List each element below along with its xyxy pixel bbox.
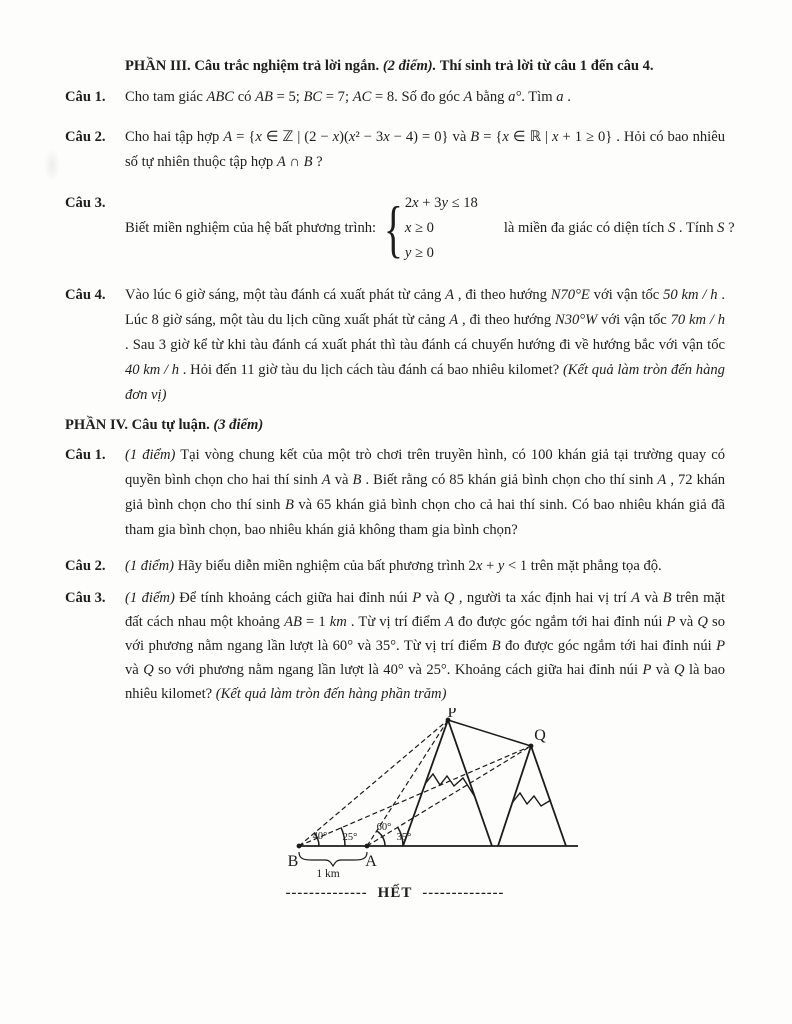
question-label: Câu 3. [65, 195, 106, 211]
part3-question-4 [65, 283, 725, 408]
part3-question-2 [65, 125, 725, 175]
label-b: B [287, 853, 299, 870]
question-body: Cho hai tập hợp A = {x ∈ ℤ | (2 − x)(x² − 3x − 4) = 0} và B = {x ∈ ℝ | x + 1 ≥ 0} . Hỏi có bao nhiêu số tự nhiên thuộc tập hợp A ∩ B ? [125, 129, 725, 170]
angle-b-p: 40° [312, 831, 328, 842]
question-label: Câu 2. [65, 558, 106, 574]
mountains-diagram [280, 708, 590, 880]
sightline-b-q [299, 746, 531, 846]
mountain-p [403, 720, 492, 846]
distance-ab-label: 1 km [316, 868, 340, 880]
system-lines [405, 191, 478, 266]
inequality-line: 2x + 3y ≤ 18 [404, 195, 478, 211]
label-q: Q [534, 727, 546, 744]
angle-a-q: 35° [396, 832, 412, 843]
mountain-q-ridge [512, 793, 551, 806]
system-brace: { [383, 193, 403, 264]
inequality-line: x ≥ 0 [404, 220, 434, 236]
part4-question-3 [65, 586, 725, 706]
footer-het-text: HẾT [377, 885, 413, 901]
system-intro: Biết miền nghiệm của hệ bất phương trình: [125, 220, 377, 236]
distance-brace [299, 852, 367, 866]
part3-question-1 [65, 85, 725, 110]
mountain-q [498, 746, 566, 846]
angle-a-p: 60° [376, 822, 392, 833]
label-p: P [447, 708, 457, 721]
footer-dashes-left: -------------- [285, 885, 368, 901]
question-label: Câu 1. [65, 89, 106, 105]
point-q [529, 744, 534, 749]
inequality-line: y ≥ 0 [404, 245, 434, 261]
question-body: Vào lúc 6 giờ sáng, một tàu đánh cá xuất phát từ cảng A , đi theo hướng N70°E với vận tốc 50 km / h . Lúc 8 giờ sáng, một tàu du lịch cũng xuất phát từ cảng A , đi theo hướng N30°W với vận tốc 70 km / h . Sau 3 giờ kể từ khi tàu đánh cá xuất phát thì tàu đánh cá chuyển hướng đi về hướng bắc với vận tốc 40 km / h . Hỏi đến 11 giờ tàu du lịch cách tàu đánh cá bao nhiêu kilomet? (Kết quả làm tròn đến hàng đơn vị) [125, 287, 725, 403]
part4-question-2 [65, 554, 725, 579]
system-outro: là miền đa giác có diện tích S . Tính S ? [503, 220, 735, 236]
angle-b-q: 25° [342, 832, 358, 843]
point-b [297, 844, 302, 849]
part4-heading: PHẦN IV. Câu tự luận. (3 điểm) [65, 417, 264, 433]
line-p-q [448, 720, 531, 746]
end-of-exam-line [65, 881, 725, 906]
question-body: (1 điểm) Để tính khoảng cách giữa hai đỉnh núi P và Q , người ta xác định hai vị trí A và B trên mặt đất cách nhau một khoảng AB = 1 km . Từ vị trí điểm A đo được góc ngắm tới hai đỉnh núi P và Q so với phương nằm ngang lần lượt là 60° và 35°. Từ vị trí điểm B đo được góc ngắm tới hai đỉnh núi P và Q so với phương nằm ngang lần lượt là 40° và 25°. Khoảng cách giữa hai đỉnh núi P và Q là bao nhiêu kilomet? (Kết quả làm tròn đến hàng phần trăm) [125, 590, 726, 702]
question-body: (1 điểm) Hãy biểu diễn miền nghiệm của bất phương trình 2x + y < 1 trên mặt phẳng tọa độ. [125, 558, 662, 574]
part4-question-1 [65, 443, 725, 543]
question-body: (1 điểm) Tại vòng chung kết của một trò chơi trên truyền hình, có 100 khán giả tại trường quay có quyền bình chọn cho hai thí sinh A và B . Biết rằng có 85 khán giả bình chọn cho thí sinh A , 72 khán giả bình chọn cho thí sinh B và 65 khán giả bình chọn cho cả hai thí sinh. Có bao nhiêu khán giả đã tham gia bình chọn, bao nhiêu khán giả không tham gia bình chọn? [125, 447, 725, 538]
question-body: Cho tam giác ABC có AB = 5; BC = 7; AC = 8. Số đo góc A bằng a°. Tìm a . [125, 89, 571, 105]
question-label: Câu 2. [65, 129, 106, 145]
footer-dashes-right: -------------- [422, 885, 505, 901]
part3-question-3 [65, 191, 735, 266]
label-a: A [365, 853, 377, 870]
question-label: Câu 1. [65, 447, 106, 463]
mountains-diagram-svg [280, 708, 590, 880]
scan-smudge [44, 148, 60, 182]
question-label: Câu 4. [65, 287, 106, 303]
point-a [365, 844, 370, 849]
question-label: Câu 3. [65, 590, 106, 606]
part3-heading: PHẦN III. Câu trắc nghiệm trả lời ngắn. (2 điểm). Thí sinh trả lời từ câu 1 đến câu 4. [125, 58, 654, 74]
inequality-system [125, 191, 735, 266]
sightline-a-q [367, 746, 531, 846]
